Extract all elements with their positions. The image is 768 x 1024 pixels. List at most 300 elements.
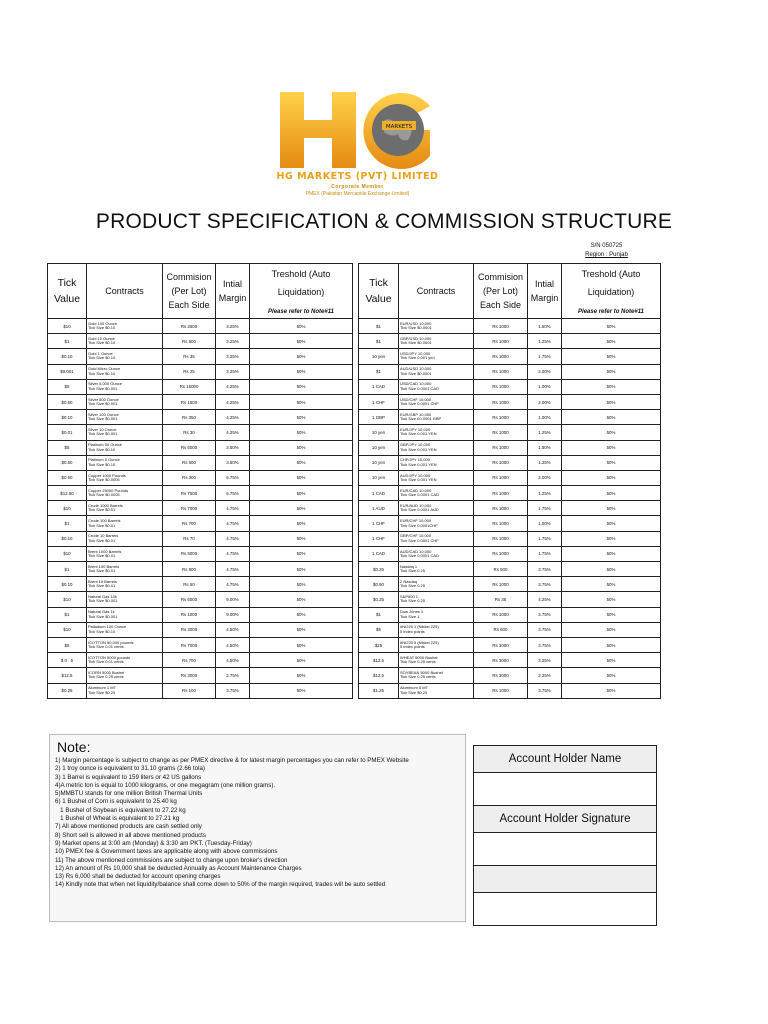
tick-value-cell: $0.10: [48, 410, 87, 425]
margin-cell: 3.50%: [216, 455, 250, 470]
product-table-left: [47, 263, 353, 699]
margin-cell: 3.25%: [216, 364, 250, 379]
table-row: [48, 622, 353, 637]
contract-name: Crude 10 Barrels: [88, 533, 119, 539]
contract-name: CHF/JPY 10,000: [400, 457, 430, 463]
threshold-cell: 50%: [250, 607, 353, 622]
threshold-cell: 50%: [250, 440, 353, 455]
table-row: [359, 455, 661, 470]
threshold-cell: 50%: [562, 486, 661, 501]
threshold-cell: 50%: [562, 531, 661, 546]
margin-cell: 4.75%: [216, 546, 250, 561]
commission-cell: Rs 35: [163, 349, 216, 364]
threshold-cell: 50%: [250, 455, 353, 470]
tick-value-cell: $1: [359, 334, 399, 349]
threshold-cell: 50%: [562, 562, 661, 577]
tick-value-cell: $5: [359, 622, 399, 637]
margin-cell: 1.50%: [528, 319, 562, 334]
contract-name: SOYBEAN 5000 Bushel: [400, 670, 443, 676]
contract-cell: [399, 546, 474, 561]
contract-name: Brent 10 Barrels: [88, 578, 117, 584]
margin-cell: 4.75%: [216, 577, 250, 592]
commission-cell: Rs 1000: [474, 486, 528, 501]
table-row: [48, 668, 353, 683]
margin-cell: 1.00%: [528, 379, 562, 394]
commission-cell: Rs 350: [163, 410, 216, 425]
margin-cell: 2.25%: [528, 668, 562, 683]
contract-name: #NI225 1 (Nikkei 225): [400, 624, 439, 630]
tick-value-cell: $1: [48, 334, 87, 349]
commission-cell: Rs 1000: [474, 410, 528, 425]
commission-cell: Rs 36: [474, 592, 528, 607]
tick-value-cell: $1: [48, 607, 87, 622]
header-threshold: Treshold (Auto Liquidation) Please refer to Note#11: [562, 264, 661, 319]
threshold-cell: 50%: [562, 501, 661, 516]
contract-tick-size: Tick Size $0.0005: [88, 476, 120, 482]
threshold-cell: 50%: [562, 334, 661, 349]
tick-value-cell: $1: [359, 319, 399, 334]
table-row: [48, 653, 353, 668]
tick-value-cell: $5: [48, 637, 87, 652]
threshold-cell: 50%: [250, 394, 353, 409]
margin-cell: 3.75%: [528, 607, 562, 622]
commission-cell: Rs 3000: [474, 653, 528, 668]
threshold-cell: 50%: [250, 592, 353, 607]
note-line: 10) PMEX fee & Government taxes are applicable along with above commissions: [55, 848, 278, 856]
commission-cell: Rs 1000: [474, 531, 528, 546]
serial-number: S/N 050725: [590, 243, 623, 249]
contract-tick-size: Tick Size 0.001 YEN: [400, 476, 437, 482]
tick-value-cell: $12.5: [359, 668, 399, 683]
contract-tick-size: Tick Size $0.0005: [88, 492, 120, 498]
table-row: [48, 577, 353, 592]
header-margin: Intial Margin: [216, 264, 250, 319]
threshold-cell: 50%: [250, 470, 353, 485]
contract-cell: [399, 440, 474, 455]
note-line: 1 Bushel of Wheat is equivalent to 27.21 kg: [55, 815, 180, 823]
contract-tick-size: Tick Size 0.001 YEN: [400, 461, 437, 467]
table-row: [359, 379, 661, 394]
table-row: [48, 364, 353, 379]
account-holder-name-field[interactable]: [474, 773, 657, 806]
contract-tick-size: Tick Size $0.10: [88, 340, 116, 346]
contract-cell: [399, 622, 474, 637]
contract-tick-size: Tick Size 0.25: [400, 598, 425, 604]
contract-tick-size: Tick Size 0.0001 CAD: [400, 385, 439, 391]
contract-cell: [87, 577, 163, 592]
contract-cell: [399, 501, 474, 516]
table-row: [359, 607, 661, 622]
tick-value-cell: $5: [48, 379, 87, 394]
contract-name: ICOTTON 50,000 pounds: [88, 639, 134, 645]
threshold-cell: 50%: [250, 683, 353, 698]
table-row: [48, 470, 353, 485]
tick-value-cell: $0.25: [359, 592, 399, 607]
threshold-cell: 50%: [250, 410, 353, 425]
contract-name: #NI225 5 (Nikkei 225): [400, 639, 439, 645]
date-label: [474, 866, 657, 893]
contract-name: EUR/JPY 10,000: [400, 427, 431, 433]
commission-cell: Rs 600: [163, 455, 216, 470]
tick-value-cell: $0.50: [48, 455, 87, 470]
contract-name: Silver 10 Ounce: [88, 427, 117, 433]
commission-cell: Rs 15000: [163, 379, 216, 394]
commission-cell: Rs 2500: [163, 319, 216, 334]
tick-value-cell: $10: [48, 501, 87, 516]
contract-tick-size: Tick Size $0.10: [88, 325, 116, 331]
contract-cell: [399, 653, 474, 668]
contract-name: Crude 100 Barrels: [88, 518, 121, 524]
date-field[interactable]: [474, 893, 657, 926]
threshold-cell: 50%: [250, 425, 353, 440]
commission-cell: Rs 30: [163, 425, 216, 440]
table-row: [359, 394, 661, 409]
threshold-cell: 50%: [250, 364, 353, 379]
threshold-cell: 50%: [250, 546, 353, 561]
contract-tick-size: Tick Size 0.0001 AUD: [400, 507, 439, 513]
table-row: [48, 516, 353, 531]
commission-cell: Rs 1000: [474, 455, 528, 470]
contract-tick-size: Tick Size $0.001: [88, 416, 118, 422]
threshold-cell: 50%: [250, 531, 353, 546]
table-row: [48, 379, 353, 394]
contract-cell: [399, 562, 474, 577]
header-margin: Intial Margin: [528, 264, 562, 319]
commission-cell: Rs 1000: [474, 349, 528, 364]
contract-tick-size: Tick Size 0.0001 CHF: [400, 401, 439, 407]
contract-name: Gold 1 Ounce: [88, 351, 113, 357]
contract-name: Nasdaq 1: [400, 563, 418, 569]
tick-value-cell: $1: [48, 562, 87, 577]
contract-tick-size: Tick Size 0.01 cents: [88, 644, 124, 650]
commission-cell: Rs 500: [474, 562, 528, 577]
threshold-cell: 50%: [562, 653, 661, 668]
threshold-cell: 50%: [562, 607, 661, 622]
margin-cell: 3.50%: [216, 440, 250, 455]
contract-name: Dow Jones 1: [400, 609, 424, 615]
tick-value-cell: $0.10: [48, 531, 87, 546]
threshold-cell: 50%: [562, 349, 661, 364]
header-tick-value: Tick Value: [359, 264, 399, 319]
commission-cell: Rs 3000: [163, 622, 216, 637]
table-row: [359, 486, 661, 501]
contract-tick-size: Tick Size $0.01: [88, 583, 116, 589]
commission-cell: Rs 1000: [474, 516, 528, 531]
threshold-cell: 50%: [250, 668, 353, 683]
margin-cell: 4.25%: [528, 592, 562, 607]
contract-tick-size: Tick Size 0.25: [400, 568, 425, 574]
tick-value-cell: 1 AUD: [359, 501, 399, 516]
table-row: [359, 410, 661, 425]
product-table-right: [358, 263, 661, 699]
commission-cell: Rs 1000: [163, 607, 216, 622]
tick-value-cell: $0.001: [48, 364, 87, 379]
threshold-cell: 50%: [562, 455, 661, 470]
tick-value-cell: 10 yen: [359, 349, 399, 364]
margin-cell: 4.25%: [216, 394, 250, 409]
threshold-cell: 50%: [562, 425, 661, 440]
tick-value-cell: $1: [48, 516, 87, 531]
margin-cell: 4.50%: [216, 622, 250, 637]
contract-tick-size: Tick Size $0.001: [88, 385, 118, 391]
contract-cell: [399, 486, 474, 501]
threshold-cell: 50%: [562, 668, 661, 683]
contract-cell: [399, 364, 474, 379]
commission-cell: Rs 6000: [163, 592, 216, 607]
tick-value-cell: $0.10: [48, 577, 87, 592]
commission-cell: Rs 70: [163, 531, 216, 546]
table-row: [359, 425, 661, 440]
contract-cell: [87, 455, 163, 470]
commission-cell: Rs 6000: [163, 440, 216, 455]
contract-cell: [87, 562, 163, 577]
contract-tick-size: Tick Size 0.001 yen: [400, 355, 435, 361]
svg-text:MARKETS: MARKETS: [385, 124, 413, 130]
margin-cell: 4.25%: [216, 410, 250, 425]
contract-cell: [399, 410, 474, 425]
commission-cell: Rs 3000: [163, 668, 216, 683]
margin-cell: 1.75%: [528, 531, 562, 546]
page-title: PRODUCT SPECIFICATION & COMMISSION STRUCTURE: [95, 210, 673, 233]
margin-cell: 3.75%: [528, 683, 562, 698]
contract-tick-size: Tick Size 0.0001 CAD: [400, 492, 439, 498]
contract-cell: [399, 668, 474, 683]
threshold-cell: 50%: [562, 440, 661, 455]
tick-value-cell: $10: [48, 592, 87, 607]
contract-cell: [87, 546, 163, 561]
contract-name: GBP/CHF 10,000: [400, 533, 432, 539]
note-line: 1) Margin percentage is subject to change as per PMEX directive & for latest margin percentages you can refer to PMEX Website: [55, 757, 409, 764]
commission-cell: Rs 25: [163, 364, 216, 379]
threshold-cell: 50%: [250, 319, 353, 334]
table-row: [48, 425, 353, 440]
contract-name: 2 Nasdaq: [400, 578, 418, 584]
contract-cell: [87, 516, 163, 531]
table-row: [359, 653, 661, 668]
commission-cell: Rs 50: [163, 577, 216, 592]
threshold-cell: 50%: [250, 516, 353, 531]
contract-tick-size: Tick Size $0.001: [88, 613, 118, 619]
contract-cell: [399, 455, 474, 470]
commission-cell: Rs 1000: [474, 319, 528, 334]
contract-tick-size: Tick Size 0.0001 CAD: [400, 552, 439, 558]
tick-value-cell: 1 CAD: [359, 546, 399, 561]
contract-cell: [87, 486, 163, 501]
commission-cell: Rs 1000: [474, 334, 528, 349]
table-row: [359, 592, 661, 607]
contract-name: USD/CAD 10,000: [400, 381, 432, 387]
threshold-cell: 50%: [250, 622, 353, 637]
margin-cell: 1.25%: [528, 455, 562, 470]
note-line: 6) 1 Bushel of Corn is equivalent to 25.40 kg: [55, 798, 177, 806]
margin-cell: 1.50%: [528, 440, 562, 455]
margin-cell: 6.75%: [216, 486, 250, 501]
contract-cell: [399, 531, 474, 546]
contract-cell: [87, 653, 163, 668]
tick-value-cell: 10 yen: [359, 440, 399, 455]
table-row: [359, 546, 661, 561]
contract-tick-size: 5 index points: [400, 644, 425, 650]
margin-cell: 4.25%: [216, 379, 250, 394]
contract-tick-size: Tick Size 0.01 cents: [88, 659, 124, 665]
account-holder-signature-field[interactable]: [474, 833, 657, 866]
note-line: 13) Rs 6,000 shall be deducted for account opening charges: [55, 873, 221, 881]
note-line: 12) An amount of Rs 10,000 shall be deducted Annually as Account Maintenance Charges: [55, 864, 302, 872]
table-row: [48, 334, 353, 349]
contract-name: Natural Gas 1k: [88, 609, 115, 615]
contract-cell: [399, 394, 474, 409]
contract-name: EUR/CHF 10,000: [400, 518, 432, 524]
contract-name: EUR/AUD 10,000: [400, 502, 432, 508]
threshold-cell: 50%: [562, 516, 661, 531]
commission-cell: Rs 1000: [474, 607, 528, 622]
contract-tick-size: Tick Size 1: [400, 613, 420, 619]
margin-cell: 1.25%: [528, 425, 562, 440]
commission-cell: Rs 300: [163, 470, 216, 485]
header-contracts: Contracts: [87, 264, 163, 319]
threshold-cell: 50%: [250, 501, 353, 516]
contract-tick-size: Tick Size £0.0001 GBP: [400, 416, 442, 422]
threshold-cell: 50%: [562, 394, 661, 409]
tick-value-cell: 1 CAD: [359, 379, 399, 394]
table-row: [359, 470, 661, 485]
contract-tick-size: Tick Size 0.001 YEN: [400, 431, 437, 437]
contract-name: Gold 100 Ounce: [88, 320, 118, 326]
margin-cell: 3.75%: [528, 622, 562, 637]
table-row: [48, 607, 353, 622]
margin-cell: 9.00%: [216, 592, 250, 607]
contract-name: Crude 1000 Barrels: [88, 502, 123, 508]
tick-value-cell: 1 CHF: [359, 516, 399, 531]
contract-name: Silver 100 Ounce: [88, 411, 119, 417]
contract-cell: [399, 349, 474, 364]
margin-cell: 1.75%: [528, 546, 562, 561]
contract-cell: [87, 364, 163, 379]
table-row: [359, 334, 661, 349]
tick-value-cell: $0.10: [48, 349, 87, 364]
contract-name: Palladium 100 Ounce: [88, 624, 127, 630]
contract-tick-size: Tick Size $0.01: [88, 552, 116, 558]
commission-cell: Rs 1000: [474, 546, 528, 561]
contract-cell: [399, 607, 474, 622]
contract-cell: [399, 683, 474, 698]
margin-cell: 3.25%: [216, 319, 250, 334]
contract-name: Aluminum 1 MT: [88, 685, 117, 691]
margin-cell: 1.25%: [528, 334, 562, 349]
table-row: [48, 501, 353, 516]
margin-cell: 3.25%: [216, 334, 250, 349]
notes-list: [55, 757, 465, 890]
table-row: [48, 394, 353, 409]
table-row: [359, 562, 661, 577]
header-commission: Commision (Per Lot) Each Side: [163, 264, 216, 319]
margin-cell: 2.75%: [216, 668, 250, 683]
tick-value-cell: $12.5: [359, 653, 399, 668]
tick-value-cell: 10 yen: [359, 455, 399, 470]
threshold-cell: 50%: [562, 319, 661, 334]
table-row: [359, 668, 661, 683]
tick-value-cell: $5: [48, 440, 87, 455]
margin-cell: 3.25%: [216, 349, 250, 364]
contract-name: Silver 500 Ounce: [88, 396, 119, 402]
threshold-cell: 50%: [250, 637, 353, 652]
threshold-cell: 50%: [250, 562, 353, 577]
tick-value-cell: 1 CHF: [359, 531, 399, 546]
table-row: [48, 546, 353, 561]
contract-name: Platinum 50 Ounce: [88, 442, 123, 448]
table-header-row: [48, 264, 353, 319]
margin-cell: 4.75%: [216, 516, 250, 531]
contract-tick-size: Tick Size 0.25: [400, 583, 425, 589]
contract-tick-size: Tick Size $0.01: [88, 568, 116, 574]
table-row: [359, 349, 661, 364]
commission-cell: Rs 7500: [163, 486, 216, 501]
table-row: [48, 683, 353, 698]
table-row: [359, 364, 661, 379]
contract-cell: [87, 622, 163, 637]
contract-tick-size: Tick Size $0.10: [88, 355, 116, 361]
contract-name: Aluminum 5 MT: [400, 685, 429, 691]
contract-name: EUR/USD 10,000: [400, 320, 432, 326]
threshold-cell: 50%: [562, 364, 661, 379]
note-line: 14) Kindly note that when net liquidity/balance shall come down to 50% of the margin required, trades will be auto settled: [55, 881, 386, 889]
contract-name: ICORN 5000 Bushel: [88, 670, 125, 676]
margin-cell: 1.25%: [528, 486, 562, 501]
commission-cell: Rs 100: [163, 683, 216, 698]
header-tick-value: Tick Value: [48, 264, 87, 319]
contract-name: EUR/GBP 10,000: [400, 411, 432, 417]
contract-name: Brent 100 Barrels: [88, 563, 120, 569]
contract-cell: [87, 410, 163, 425]
commission-cell: Rs 1500: [163, 394, 216, 409]
margin-cell: 4.50%: [216, 653, 250, 668]
margin-cell: 1.75%: [528, 349, 562, 364]
contract-name: GBP/JPY 10,000: [400, 442, 431, 448]
table-row: [48, 349, 353, 364]
contract-name: Platinum 5 Ounce: [88, 457, 120, 463]
commission-cell: Rs 1000: [474, 440, 528, 455]
contract-tick-size: Tick Size 0.25 cents: [88, 674, 124, 680]
table-row: [48, 592, 353, 607]
table-row: [359, 501, 661, 516]
tick-value-cell: $0.25: [359, 562, 399, 577]
table-row: [359, 683, 661, 698]
note-line: 2) 1 troy ounce is equivalent to 31.10 grams (2.66 tola): [55, 765, 205, 773]
tick-value-cell: $0.25: [48, 683, 87, 698]
contract-cell: [87, 425, 163, 440]
margin-cell: 3.75%: [216, 683, 250, 698]
tick-value-cell: 1 GBP: [359, 410, 399, 425]
table-row: [359, 440, 661, 455]
threshold-cell: 50%: [562, 379, 661, 394]
tick-value-cell: $0.01: [48, 425, 87, 440]
margin-cell: 4.50%: [216, 637, 250, 652]
margin-cell: 1.75%: [528, 501, 562, 516]
margin-cell: 4.75%: [216, 531, 250, 546]
contract-cell: [87, 319, 163, 334]
threshold-cell: 50%: [562, 683, 661, 698]
contract-name: AUD/CAD 10,000: [400, 548, 432, 554]
commission-cell: Rs 1000: [474, 394, 528, 409]
table-row: [359, 622, 661, 637]
tick-value-cell: $ 0 . 5: [48, 653, 87, 668]
table-row: [359, 637, 661, 652]
threshold-cell: 50%: [250, 486, 353, 501]
commission-cell: Rs 1000: [474, 683, 528, 698]
commission-cell: Rs 700: [163, 516, 216, 531]
contract-cell: [87, 668, 163, 683]
contract-name: Copper 1000 Pounds: [88, 472, 126, 478]
